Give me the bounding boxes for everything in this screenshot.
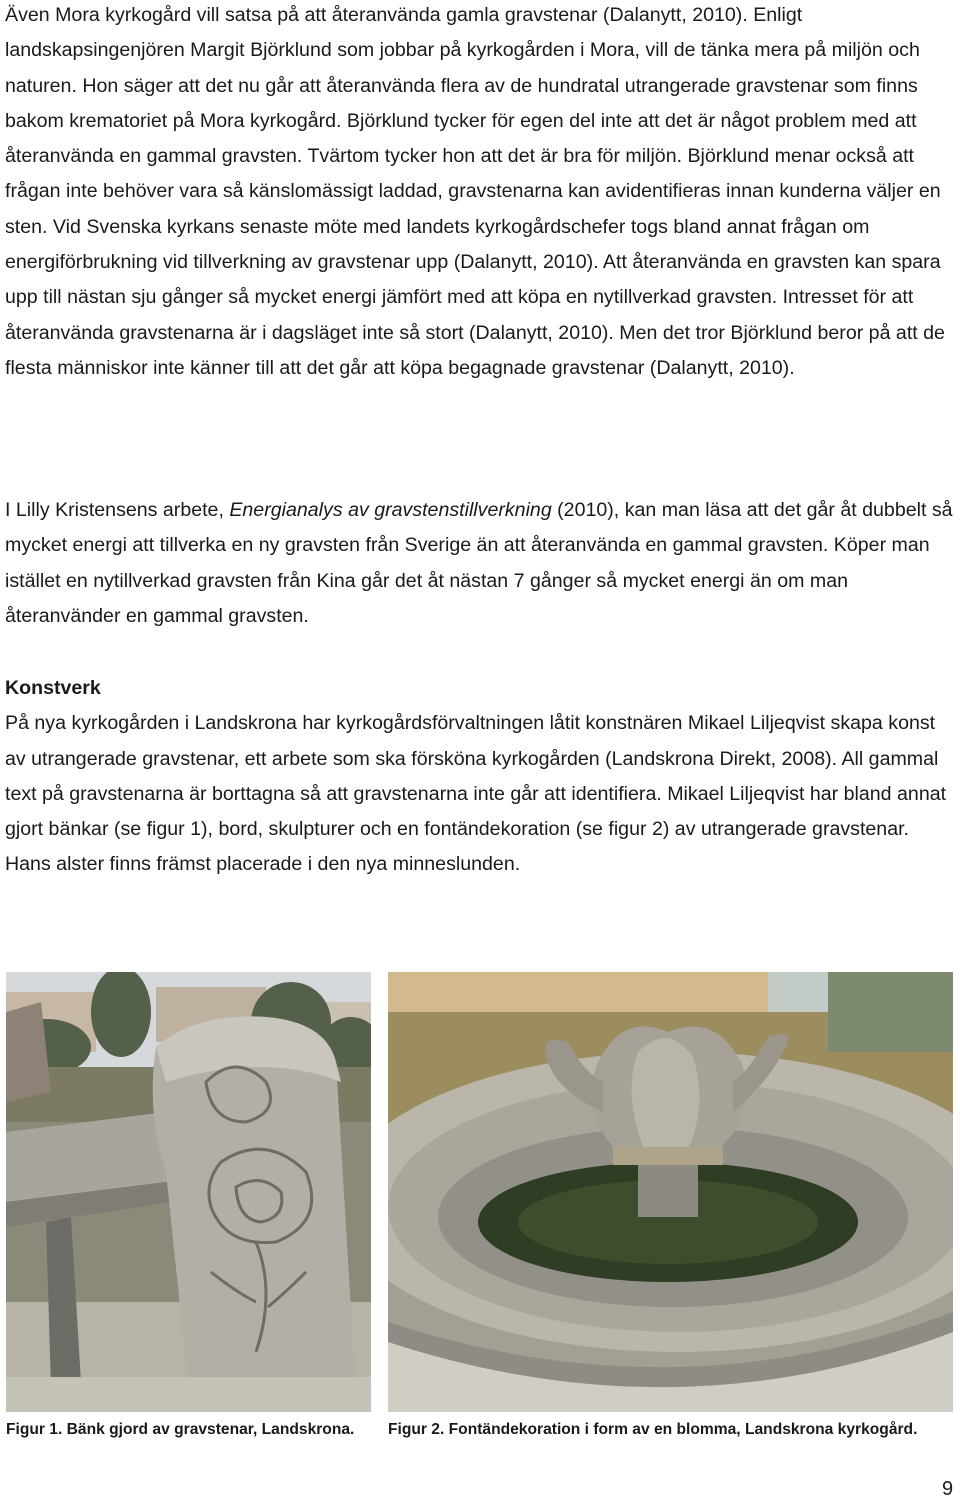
work-title: Energianalys av gravstenstillverkning xyxy=(229,499,552,521)
paragraph-energy-before: I Lilly Kristensens arbete, xyxy=(5,499,230,521)
figure-2-fountain-photo xyxy=(388,972,953,1412)
paragraph-mora: Även Mora kyrkogård vill satsa på att återanvända gamla gravstenar (Dalanytt, 2010). Enligt landskapsingenjören Margit Björklund som jobbar på kyrkogården i Mora, vill de tänka mera på miljön och naturen. Hon säger att det nu går att återanvända flera av de hundratal utrangerade gravstenar som finns bakom krematoriet på Mora kyrkogård. Björklund tycker för egen del inte att det är något problem med att återanvända en gammal gravsten. Tvärtom tycker hon att det är bra för miljön. Björklund menar också att frågan inte behöver vara så känslomässigt laddad, gravstenarna kan avidentifieras innan kunderna väljer en sten. Vid Svenska kyrkans senaste möte med landets kyrkogårdschefer togs bland annat frågan om energiförbrukning vid tillverkning av gravstenar upp (Dalanytt, 2010). Att återanvända en gravsten kan spara upp till nästan sju gånger så mycket energi jämfört med att köpa en nytillverkad gravsten. Intresset för att återanvända gravstenarna är i dagsläget inte så stort (Dalanytt, 2010). Men det tror Björklund beror på att de flesta människor inte känner till att det går att köpa begagnade gravstenar (Dalanytt, 2010). xyxy=(5,4,945,379)
paragraph-energy-analysis xyxy=(5,493,957,634)
section-body: På nya kyrkogården i Landskrona har kyrkogårdsförvaltningen låtit konstnären Mikael Liljeqvist skapa konst av utrangerade gravstenar, ett arbete som ska försköna kyrkogården (Landskrona Direkt, 2008). All gammal text på gravstenarna är borttagna så att gravstenarna inte går att identifiera. Mikael Liljeqvist har bland annat gjort bänkar (se figur 1), bord, skulpturer och en fontändekoration (se figur 2) av utrangerade gravstenar. Hans alster finns främst placerade i den nya minneslunden. xyxy=(5,712,947,876)
paragraph-energy-after: (2010), kan man läsa att det går åt dubbelt så mycket energi att tillverka en ny gravsten från Sverige än att återanvända en gammal gravsten. Köper man istället en nytillverkad gravsten från Kina går det åt nästan 7 gånger så mycket energi än om man återanvänder en gammal gravsten. xyxy=(5,499,953,627)
section-konstverk xyxy=(5,671,957,883)
figure-1-caption: Figur 1. Bänk gjord av gravstenar, Landskrona. xyxy=(6,1421,355,1438)
page-number: 9 xyxy=(942,1478,954,1500)
section-heading: Konstverk xyxy=(5,677,101,699)
figure-1-bench-photo xyxy=(6,972,371,1412)
figure-2-caption: Figur 2. Fontändekoration i form av en blomma, Landskrona kyrkogård. xyxy=(388,1421,918,1438)
